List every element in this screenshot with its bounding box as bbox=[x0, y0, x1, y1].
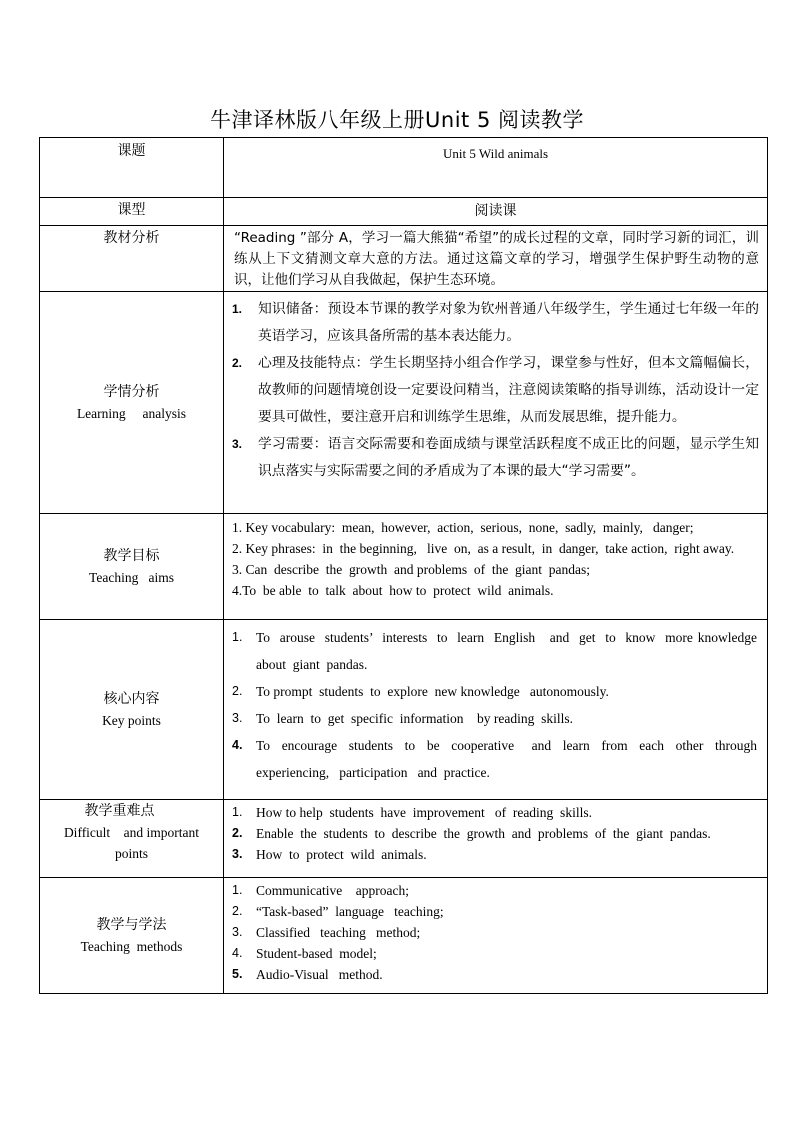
material-label-cell bbox=[40, 226, 224, 292]
learning-label-en: Learning analysis bbox=[76, 405, 187, 421]
list-text: To learn to get specific information by reading skills. bbox=[256, 711, 573, 726]
list-item bbox=[224, 964, 757, 985]
list-item bbox=[224, 350, 759, 431]
material-label: 教材分析 bbox=[103, 230, 160, 246]
row-key-points bbox=[40, 620, 768, 800]
list-text: 学习需要：语言交际需要和卷面成绩与课堂活跃程度不成正比的问题，显示学生知识点落实与实际需要之间的矛盾成为了本课的最大“学习需要”。 bbox=[258, 436, 759, 479]
aims-line: 4.To be able to talk about how to protect wild animals. bbox=[232, 583, 554, 598]
type-value: 阅读课 bbox=[474, 203, 517, 219]
list-text: To arouse students’ interests to learn English and get to know more knowledge about giant pandas. bbox=[256, 630, 764, 672]
material-text-cell bbox=[224, 226, 768, 292]
list-number: 5. bbox=[232, 967, 243, 981]
type-label: 课型 bbox=[117, 202, 146, 218]
row-methods bbox=[40, 878, 768, 994]
type-value-cell bbox=[224, 198, 768, 226]
aims-label-cn: 教学目标 bbox=[103, 547, 160, 564]
learning-label-cell bbox=[40, 292, 224, 514]
key-points-label-cell bbox=[40, 620, 224, 800]
list-number: 2. bbox=[232, 356, 243, 370]
type-label-cell bbox=[40, 198, 224, 226]
list-item bbox=[224, 901, 757, 922]
list-item bbox=[224, 844, 757, 865]
material-text: “Reading ”部分 A，学习一篇大熊猫“希望”的成长过程的文章，同时学习新的词汇，训练从上下文猜测文章大意的方法。通过这篇文章的学习，增强学生保护野生动物的意识，让他们学习从自我做起，保护生态环境。 bbox=[234, 230, 759, 288]
difficult-cell bbox=[224, 800, 768, 878]
methods-label-en: Teaching methods bbox=[80, 938, 183, 954]
topic-value: Unit 5 Wild animals bbox=[442, 146, 549, 161]
key-points-label-cn: 核心内容 bbox=[103, 690, 160, 707]
list-text: 知识储备：预设本节课的教学对象为钦州普通八年级学生，学生通过七年级一年的英语学习，应该具备所需的基本表达能力。 bbox=[258, 301, 759, 344]
list-item bbox=[224, 823, 757, 844]
list-number: 1. bbox=[232, 805, 243, 819]
lesson-plan-table bbox=[39, 137, 768, 994]
list-text: To encourage students to be cooperative and learn from each other through experiencing, participation and practice. bbox=[256, 738, 761, 780]
list-item bbox=[224, 678, 757, 705]
learning-label-cn: 学情分析 bbox=[103, 383, 160, 400]
learning-items-cell bbox=[224, 292, 768, 514]
methods-label-cn: 教学与学法 bbox=[96, 916, 167, 933]
list-number: 1. bbox=[232, 630, 243, 644]
list-number: 2. bbox=[232, 684, 243, 698]
difficult-label-cn: 教学重难点 bbox=[84, 803, 155, 819]
topic-label-cell bbox=[40, 138, 224, 198]
aims-label-en: Teaching aims bbox=[89, 569, 174, 585]
difficult-label-cell bbox=[40, 800, 224, 878]
list-text: “Task-based” language teaching; bbox=[256, 904, 444, 919]
list-number: 2. bbox=[232, 826, 243, 840]
document-title: 牛津译林版八年级上册Unit 5 阅读教学 bbox=[210, 108, 584, 132]
row-aims bbox=[40, 514, 768, 620]
topic-value-cell bbox=[224, 138, 768, 198]
list-item bbox=[224, 624, 764, 678]
list-number: 3. bbox=[232, 925, 243, 939]
methods-list bbox=[224, 880, 767, 985]
list-text: How to help students have improvement of reading skills. bbox=[256, 805, 592, 820]
topic-label: 课题 bbox=[117, 143, 146, 159]
list-number: 4. bbox=[232, 946, 243, 960]
difficult-label-en: Difficult and important points bbox=[63, 825, 203, 861]
aims-label-cell bbox=[40, 514, 224, 620]
list-text: Communicative approach; bbox=[256, 883, 409, 898]
aims-line: 2. Key phrases: in the beginning, live on, as a result, in danger, take action, right away. bbox=[232, 541, 735, 556]
list-item bbox=[224, 431, 759, 485]
key-points-label-en: Key points bbox=[102, 712, 161, 728]
key-points-cell bbox=[224, 620, 768, 800]
list-item bbox=[224, 732, 761, 786]
list-item bbox=[224, 802, 757, 823]
list-number: 2. bbox=[232, 904, 243, 918]
list-text: Student-based model; bbox=[256, 946, 377, 961]
list-text: 心理及技能特点：学生长期坚持小组合作学习，课堂参与性好，但本文篇幅偏长，故教师的问题情境创设一定要设问精当，注意阅读策略的指导训练，活动设计一定要具可做性，要注意开启和训练学生思维，从而发展思维，提升能力。 bbox=[258, 355, 759, 425]
difficult-list bbox=[224, 802, 767, 865]
row-topic bbox=[40, 138, 768, 198]
methods-cell bbox=[224, 878, 768, 994]
list-number: 3. bbox=[232, 437, 243, 451]
row-material bbox=[40, 226, 768, 292]
aims-lines bbox=[224, 514, 767, 603]
list-item bbox=[224, 922, 757, 943]
key-points-list bbox=[224, 624, 767, 786]
row-learning bbox=[40, 292, 768, 514]
list-item bbox=[224, 880, 757, 901]
aims-line: 3. Can describe the growth and problems of the giant pandas; bbox=[232, 562, 591, 577]
list-item bbox=[224, 296, 759, 350]
list-item bbox=[224, 705, 757, 732]
list-text: To prompt students to explore new knowledge autonomously. bbox=[256, 684, 609, 699]
list-text: Enable the students to describe the growth and problems of the giant pandas. bbox=[256, 826, 711, 841]
list-number: 3. bbox=[232, 847, 243, 861]
row-difficult bbox=[40, 800, 768, 878]
list-text: Classified teaching method; bbox=[256, 925, 421, 940]
list-item bbox=[224, 943, 757, 964]
aims-lines-cell bbox=[224, 514, 768, 620]
list-number: 3. bbox=[232, 711, 243, 725]
list-number: 1. bbox=[232, 302, 243, 316]
list-text: How to protect wild animals. bbox=[256, 847, 427, 862]
list-number: 4. bbox=[232, 738, 243, 752]
methods-label-cell bbox=[40, 878, 224, 994]
aims-line: 1. Key vocabulary: mean, however, action, serious, none, sadly, mainly, danger; bbox=[232, 520, 694, 535]
row-type bbox=[40, 198, 768, 226]
list-text: Audio-Visual method. bbox=[256, 967, 383, 982]
learning-list bbox=[224, 296, 767, 485]
list-number: 1. bbox=[232, 883, 243, 897]
